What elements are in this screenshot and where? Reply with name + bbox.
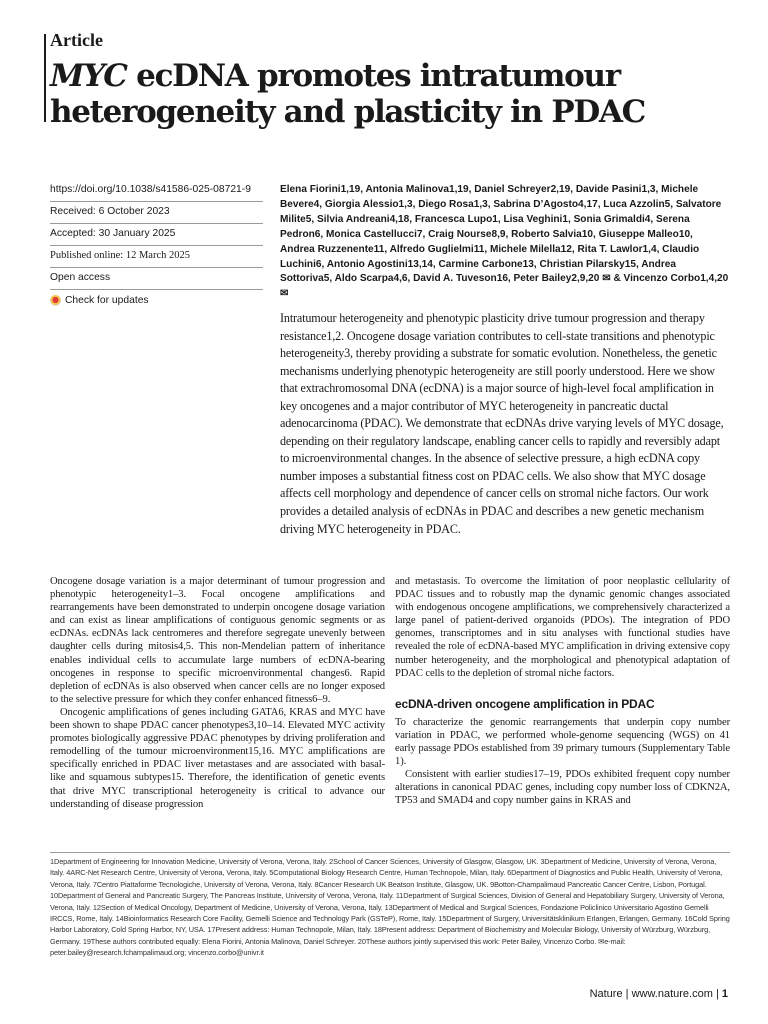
crossmark-icon bbox=[50, 295, 61, 306]
journal-website-link[interactable]: www.nature.com bbox=[631, 988, 713, 1000]
footnote-divider bbox=[50, 852, 730, 853]
kicker-rule bbox=[44, 34, 46, 122]
abstract: Intratumour heterogeneity and phenotypic plasticity drive tumour progression and therapy resistance1,2. Oncogene dosage variation contributes to cell-state transitions and phenotypic heterogeneity3, thereby providing a substrate for somatic evolution. Nonetheless, the genetic mechanisms underlying phenotypic heterogeneity are still poorly understood. Here we show that extrachromosomal DNA (ecDNA) is a major source of high-level focal amplification in key oncogenes and a major contributor of MYC heterogeneity in pancreatic ductal adenocarcinoma (PDAC). We demonstrate that ecDNAs drive varying levels of MYC dosage, depending on their regulatory landscape, enabling cancer cells to rapidly and reversibly adapt to microenvironmental changes. In the absence of selective pressure, a high ecDNA copy number imposes a substantial fitness cost on PDAC cells. We also show that MYC dosage affects cell morphology and dependence of cancer cells on stromal niche factors. Our work provides a detailed analysis of ecDNAs in PDAC and describes a new genetic mechanism driving MYC heterogeneity in PDAC. bbox=[280, 311, 724, 536]
body-paragraph: Consistent with earlier studies17–19, PDOs exhibited frequent copy number alterations in canonical PDAC genes, including copy number loss of CDKN2A, TP53 and SMAD4 and copy number gains in KRAS and bbox=[395, 769, 730, 807]
open-access-label: Open access bbox=[50, 267, 263, 289]
body-column-left bbox=[50, 575, 385, 811]
body-paragraph: To characterize the genomic rearrangements that underpin copy number variation in PDAC, we performed whole-genome sequencing (WGS) on 41 early passage PDOs established from 39 primary tumours (Supplementary Table 1). bbox=[395, 716, 730, 768]
accepted-date: Accepted: 30 January 2025 bbox=[50, 223, 263, 245]
journal-name: Nature bbox=[589, 988, 623, 1000]
title-gene-name: MYC bbox=[50, 58, 127, 94]
body-paragraph: Oncogenic amplifications of genes including GATA6, KRAS and MYC have been shown to shape PDAC cancer phenotypes3,10–14. Elevated MYC activity promotes biologically aggressive PDAC phenotypes by driving proliferation and remodelling of the tumour microenvironment15,16. MYC amplifications are specifically enriched in PDAC liver metastases and are associated with basal-like and squamous subtypes15. Therefore, the identification of genetic events that drive MYC transcriptional heterogeneity is critical to advance our understanding of disease progression bbox=[50, 706, 385, 810]
check-updates-button[interactable] bbox=[50, 289, 263, 311]
footer-separator: | bbox=[625, 988, 632, 1000]
title-text: ecDNA promotes intratumour heterogeneity and plasticity in PDAC bbox=[50, 58, 646, 130]
article-metadata bbox=[50, 183, 263, 311]
page-number: 1 bbox=[721, 988, 728, 1000]
page-footer bbox=[590, 988, 728, 1000]
check-updates-label: Check for updates bbox=[65, 294, 149, 306]
author-list: Elena Fiorini1,19, Antonia Malinova1,19, Daniel Schreyer2,19, Davide Pasini1,3, Michele Bevere4, Giorgia Alessio1,3, Diego Rosa1,3, Sabrina D’Agosto4,17, Luca Azzolin5, Salvatore Milite5, Silvia Andreani4,18, Francesca Lupo1, Lisa Veghini1, Sonia Grimaldi4, Serena Pedron6, Monica Castellucci7, Craig Nourse8,9, Roberto Salvia10, Giuseppe Malleo10, Andrea Ruzzenente11, Alfredo Guglielmi11, Michele Milella12, Rita T. Lawlor1,4, Claudio Luchini6, Antonio Agostini13,14, Carmine Carbone13, Christian Pilarsky15, Andrea Sottoriva5, Aldo Scarpa4,6, David A. Tuveson16, Peter Bailey2,9,20 ✉ & Vincenzo Corbo1,4,20 ✉ bbox=[280, 184, 729, 300]
footer-separator: | bbox=[715, 988, 722, 1000]
article-title bbox=[50, 58, 740, 130]
body-paragraph: Oncogene dosage variation is a major determinant of tumour progression and phenotypic heterogeneity1–3. Focal oncogene amplifications and rearrangements have been demonstrated to underpin oncogene dosage variation and can exist as linear amplifications of contiguous genomic segments or as ecDNAs. ecDNAs lack centromeres and therefore segregate unevenly between daughter cells during mitosis4,5. This non-Mendelian pattern of inheritance enables individual cells to accumulate large numbers of ecDNA-bearing oncogenes in response to specific microenvironmental changes6. Rapid depletion of ecDNAs is also observed when cancer cells are no longer exposed to the selective pressure for which they confer enhanced fitness6–9. bbox=[50, 576, 385, 705]
body-paragraph: and metastasis. To overcome the limitation of poor neoplastic cellularity of PDAC tissues and to robustly map the dynamic genomic changes associated with endogenous oncogene amplifications, we comprehensively characterized a large panel of patient-derived organoids (PDOs). The integration of PDO genomes, transcriptomes and in situ analyses with functional studies have revealed the role of ecDNA-based MYC amplification in driving extensive copy number heterogeneity, and the morphological and phenotypical adaptation of PDAC cells to the depletion of stromal niche factors. bbox=[395, 576, 730, 679]
section-heading: ecDNA-driven oncogene amplification in PDAC bbox=[395, 696, 655, 711]
body-column-right bbox=[395, 575, 730, 808]
affiliations-footnote: 1Department of Engineering for Innovation Medicine, University of Verona, Verona, Italy. 2School of Cancer Sciences, University of Glasgow, Glasgow, UK. 3Department of Medicine, University of Verona, Verona, Italy. 4ARC-Net Research Centre, University of Verona, Verona, Italy. 5Computational Biology Research Centre, Human Technopole, Milan, Italy. 6Department of Diagnostics and Public Health, University of Verona, Verona, Italy. 7Centro Piattaforme Tecnologiche, University of Verona, Verona, Italy. 8Cancer Research UK Beatson Institute, Glasgow, UK. 9Botton-Champalimaud Pancreatic Cancer Centre, Lisbon, Portugal. 10Department of General and Pancreatic Surgery, The Pancreas Institute, University of Verona, Verona, Italy. 11Department of Surgical Sciences, Division of General and Hepatobiliary Surgery, University of Verona, Verona, Italy. 12Section of Medical Oncology, Department of Medicine, University of Verona, Verona, Italy. 13Department of Medical and Surgical Sciences, Fondazione Policlinico Universitario Agostino Gemelli IRCCS, Rome, Italy. 14Bioinformatics Research Core Facility, Gemelli Science and Technology Park (GSTeP), Rome, Italy. 15Department of Surgery, Universitätsklinikum Erlangen, Erlangen, Germany. 16Cold Spring Harbor Laboratory, Cold Spring Harbor, NY, USA. 17Present address: Human Technopole, Milan, Italy. 18Present address: Department of Biochemistry and Molecular Biology, University of Würzburg, Würzburg, Germany. 19These authors contributed equally: Elena Fiorini, Antonia Malinova, Daniel Schreyer. 20These authors jointly supervised this work: Peter Bailey, Vincenzo Corbo. ✉e-mail: peter.bailey@research.fchampalimaud.org; vincenzo.corbo@univr.it bbox=[50, 857, 730, 958]
doi-link[interactable]: https://doi.org/10.1038/s41586-025-08721-9 bbox=[50, 184, 251, 195]
article-type-label: Article bbox=[50, 30, 103, 50]
published-date: Published online: 12 March 2025 bbox=[50, 245, 263, 267]
received-date: Received: 6 October 2023 bbox=[50, 201, 263, 223]
